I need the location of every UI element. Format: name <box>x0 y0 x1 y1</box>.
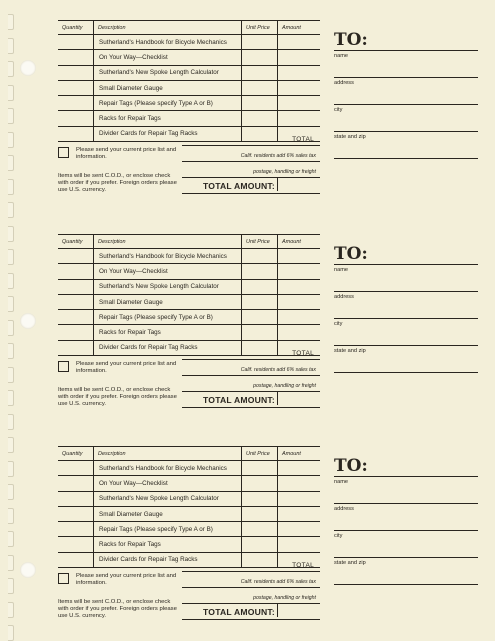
quantity-cell[interactable] <box>58 111 94 125</box>
postage-label: postage, handling or freight <box>182 162 320 178</box>
to-title: TO: <box>334 244 368 264</box>
binder-tab <box>8 226 14 242</box>
order-notes <box>58 147 180 194</box>
ship-to-extra-line[interactable] <box>334 372 478 387</box>
item-description: Sutherland's Handbook for Bicycle Mechanics <box>94 35 242 49</box>
table-row <box>58 35 320 50</box>
item-description: Repair Tags (Please specify Type A or B) <box>94 522 242 536</box>
unit-price-cell[interactable] <box>242 492 278 506</box>
item-description: Sutherland's New Spoke Length Calculator <box>94 66 242 80</box>
ship-to-field[interactable]: state and zip <box>334 345 478 372</box>
order-table <box>58 234 320 356</box>
unit-price-cell[interactable] <box>242 81 278 95</box>
item-description: Repair Tags (Please specify Type A or B) <box>94 310 242 324</box>
header-unit-price: Unit Price <box>242 447 278 460</box>
header-amount: Amount <box>282 24 301 31</box>
binder-tab <box>8 484 14 500</box>
table-row <box>58 81 320 96</box>
amount-cell[interactable] <box>278 96 320 110</box>
table-row <box>58 310 320 325</box>
amount-cell[interactable] <box>278 507 320 521</box>
table-row <box>58 96 320 111</box>
quantity-cell[interactable] <box>58 492 94 506</box>
table-row <box>58 280 320 295</box>
ship-to-field[interactable]: city <box>334 530 478 557</box>
binder-tab <box>8 202 14 218</box>
ship-to-field[interactable]: city <box>334 104 478 131</box>
header-amount: Amount <box>282 238 301 245</box>
unit-price-cell[interactable] <box>242 111 278 125</box>
totals-block <box>182 348 320 408</box>
ship-to-field[interactable]: address <box>334 291 478 318</box>
header-quantity: Quantity <box>58 235 94 248</box>
ship-to-block <box>334 234 478 387</box>
order-form <box>58 20 478 200</box>
quantity-cell[interactable] <box>58 341 94 355</box>
amount-cell[interactable] <box>278 492 320 506</box>
amount-cell[interactable] <box>278 522 320 536</box>
table-row <box>58 295 320 310</box>
ship-to-field[interactable]: address <box>334 503 478 530</box>
table-row <box>58 461 320 476</box>
binder-tab <box>8 578 14 594</box>
grand-total-label: TOTAL AMOUNT: <box>203 395 275 405</box>
quantity-cell[interactable] <box>58 81 94 95</box>
table-row <box>58 522 320 537</box>
total-label: TOTAL <box>182 560 320 572</box>
grand-total-field[interactable] <box>277 391 320 405</box>
price-list-checkbox[interactable] <box>58 147 69 158</box>
item-description: Small Diameter Gauge <box>94 81 242 95</box>
price-list-checkbox[interactable] <box>58 573 69 584</box>
table-row <box>58 264 320 279</box>
unit-price-cell[interactable] <box>242 96 278 110</box>
unit-price-cell[interactable] <box>242 66 278 80</box>
quantity-cell[interactable] <box>58 280 94 294</box>
item-description: Racks for Repair Tags <box>94 537 242 551</box>
item-description: Divider Cards for Repair Tag Racks <box>94 127 242 141</box>
quantity-cell[interactable] <box>58 310 94 324</box>
totals-block <box>182 134 320 194</box>
binder-tab <box>8 38 14 54</box>
amount-cell[interactable] <box>278 295 320 309</box>
item-description: On Your Way—Checklist <box>94 476 242 490</box>
ship-to-extra-line[interactable] <box>334 584 478 599</box>
price-list-checkbox[interactable] <box>58 361 69 372</box>
header-description: Description <box>94 447 242 460</box>
binder-tab <box>8 390 14 406</box>
ship-to-field[interactable]: name <box>334 476 478 503</box>
binder-tab <box>8 461 14 477</box>
table-header <box>58 21 320 35</box>
sales-tax-label: Calif. residents add 6% sales tax <box>182 360 320 376</box>
header-quantity: Quantity <box>58 21 94 34</box>
quantity-cell[interactable] <box>58 96 94 110</box>
binder-tab <box>8 61 14 77</box>
quantity-cell[interactable] <box>58 295 94 309</box>
to-title: TO: <box>334 456 368 476</box>
quantity-cell[interactable] <box>58 522 94 536</box>
cod-note: Items will be sent C.O.D., or enclose check with order if you prefer. Foreign orders please use U.S. currency. <box>58 173 177 193</box>
quantity-cell[interactable] <box>58 537 94 551</box>
quantity-cell[interactable] <box>58 35 94 49</box>
item-description: Sutherland's New Spoke Length Calculator <box>94 280 242 294</box>
binder-tab <box>8 508 14 524</box>
table-row <box>58 476 320 491</box>
postage-label: postage, handling or freight <box>182 588 320 604</box>
item-description: Small Diameter Gauge <box>94 295 242 309</box>
grand-total-label: TOTAL AMOUNT: <box>203 607 275 617</box>
price-list-request: Please send your current price list and information. <box>76 147 177 160</box>
amount-cell[interactable] <box>278 310 320 324</box>
amount-cell[interactable] <box>278 476 320 490</box>
header-description: Description <box>94 21 242 34</box>
cod-note: Items will be sent C.O.D., or enclose check with order if you prefer. Foreign orders please use U.S. currency. <box>58 599 177 619</box>
unit-price-cell[interactable] <box>242 461 278 475</box>
binder-tab <box>8 179 14 195</box>
amount-cell[interactable] <box>278 81 320 95</box>
sales-tax-label: Calif. residents add 6% sales tax <box>182 146 320 162</box>
header-amount: Amount <box>282 450 301 457</box>
quantity-cell[interactable] <box>58 249 94 263</box>
quantity-cell[interactable] <box>58 264 94 278</box>
item-description: On Your Way—Checklist <box>94 50 242 64</box>
order-table <box>58 20 320 142</box>
ship-to-field[interactable]: name <box>334 50 478 77</box>
total-label: TOTAL <box>182 348 320 360</box>
order-table <box>58 446 320 568</box>
totals-block <box>182 560 320 620</box>
cod-note: Items will be sent C.O.D., or enclose check with order if you prefer. Foreign orders please use U.S. currency. <box>58 387 177 407</box>
binder-tab <box>8 625 14 641</box>
item-description: Small Diameter Gauge <box>94 507 242 521</box>
grand-total-line <box>182 392 320 408</box>
quantity-cell[interactable] <box>58 325 94 339</box>
unit-price-cell[interactable] <box>242 310 278 324</box>
unit-price-cell[interactable] <box>242 35 278 49</box>
item-description: Racks for Repair Tags <box>94 111 242 125</box>
ship-to-field[interactable]: state and zip <box>334 557 478 584</box>
unit-price-cell[interactable] <box>242 325 278 339</box>
unit-price-cell[interactable] <box>242 264 278 278</box>
binder-tab <box>8 108 14 124</box>
binder-edge <box>0 0 16 640</box>
quantity-cell[interactable] <box>58 127 94 141</box>
punch-hole <box>20 313 36 329</box>
item-description: Sutherland's Handbook for Bicycle Mechanics <box>94 461 242 475</box>
price-list-request: Please send your current price list and information. <box>76 573 177 586</box>
ship-to-field[interactable]: name <box>334 264 478 291</box>
binder-tab <box>8 437 14 453</box>
to-title: TO: <box>334 30 368 50</box>
binder-tab <box>8 249 14 265</box>
order-notes <box>58 573 180 620</box>
unit-price-cell[interactable] <box>242 537 278 551</box>
table-header <box>58 447 320 461</box>
binder-tab <box>8 414 14 430</box>
binder-tab <box>8 85 14 101</box>
binder-tab <box>8 132 14 148</box>
item-description: Sutherland's New Spoke Length Calculator <box>94 492 242 506</box>
binder-tab <box>8 14 14 30</box>
binder-tab <box>8 531 14 547</box>
item-description: Sutherland's Handbook for Bicycle Mechanics <box>94 249 242 263</box>
unit-price-cell[interactable] <box>242 280 278 294</box>
quantity-cell[interactable] <box>58 461 94 475</box>
amount-cell[interactable] <box>278 66 320 80</box>
binder-tab <box>8 296 14 312</box>
order-form <box>58 234 478 414</box>
amount-cell[interactable] <box>278 249 320 263</box>
item-description: Repair Tags (Please specify Type A or B) <box>94 96 242 110</box>
table-header <box>58 235 320 249</box>
table-row <box>58 537 320 552</box>
item-description: Divider Cards for Repair Tag Racks <box>94 553 242 567</box>
amount-cell[interactable] <box>278 264 320 278</box>
binder-tab <box>8 273 14 289</box>
total-label: TOTAL <box>182 134 320 146</box>
amount-cell[interactable] <box>278 325 320 339</box>
amount-cell[interactable] <box>278 35 320 49</box>
price-list-request: Please send your current price list and information. <box>76 361 177 374</box>
ship-to-field[interactable]: state and zip <box>334 131 478 158</box>
grand-total-field[interactable] <box>277 177 320 191</box>
header-description: Description <box>94 235 242 248</box>
header-unit-price: Unit Price <box>242 21 278 34</box>
ship-to-field[interactable]: address <box>334 77 478 104</box>
binder-tab <box>8 343 14 359</box>
quantity-cell[interactable] <box>58 507 94 521</box>
punch-hole <box>20 60 36 76</box>
unit-price-cell[interactable] <box>242 249 278 263</box>
amount-cell[interactable] <box>278 461 320 475</box>
header-quantity: Quantity <box>58 447 94 460</box>
table-row <box>58 492 320 507</box>
quantity-cell[interactable] <box>58 476 94 490</box>
table-row <box>58 249 320 264</box>
item-description: On Your Way—Checklist <box>94 264 242 278</box>
ship-to-block <box>334 446 478 599</box>
quantity-cell[interactable] <box>58 66 94 80</box>
item-description: Racks for Repair Tags <box>94 325 242 339</box>
binder-tab <box>8 602 14 618</box>
postage-label: postage, handling or freight <box>182 376 320 392</box>
sales-tax-label: Calif. residents add 6% sales tax <box>182 572 320 588</box>
ship-to-block <box>334 20 478 173</box>
table-row <box>58 50 320 65</box>
amount-cell[interactable] <box>278 537 320 551</box>
grand-total-label: TOTAL AMOUNT: <box>203 181 275 191</box>
binder-tab <box>8 555 14 571</box>
table-row <box>58 325 320 340</box>
unit-price-cell[interactable] <box>242 295 278 309</box>
amount-cell[interactable] <box>278 111 320 125</box>
table-row <box>58 507 320 522</box>
quantity-cell[interactable] <box>58 553 94 567</box>
table-row <box>58 111 320 126</box>
binder-tab <box>8 155 14 171</box>
unit-price-cell[interactable] <box>242 522 278 536</box>
unit-price-cell[interactable] <box>242 507 278 521</box>
grand-total-field[interactable] <box>277 603 320 617</box>
punch-hole <box>20 562 36 578</box>
order-form <box>58 446 478 626</box>
unit-price-cell[interactable] <box>242 50 278 64</box>
amount-cell[interactable] <box>278 50 320 64</box>
ship-to-extra-line[interactable] <box>334 158 478 173</box>
binder-tab <box>8 320 14 336</box>
ship-to-field[interactable]: city <box>334 318 478 345</box>
amount-cell[interactable] <box>278 280 320 294</box>
table-row <box>58 66 320 81</box>
header-unit-price: Unit Price <box>242 235 278 248</box>
item-description: Divider Cards for Repair Tag Racks <box>94 341 242 355</box>
order-notes <box>58 361 180 408</box>
quantity-cell[interactable] <box>58 50 94 64</box>
grand-total-line <box>182 178 320 194</box>
unit-price-cell[interactable] <box>242 476 278 490</box>
binder-tab <box>8 367 14 383</box>
grand-total-line <box>182 604 320 620</box>
